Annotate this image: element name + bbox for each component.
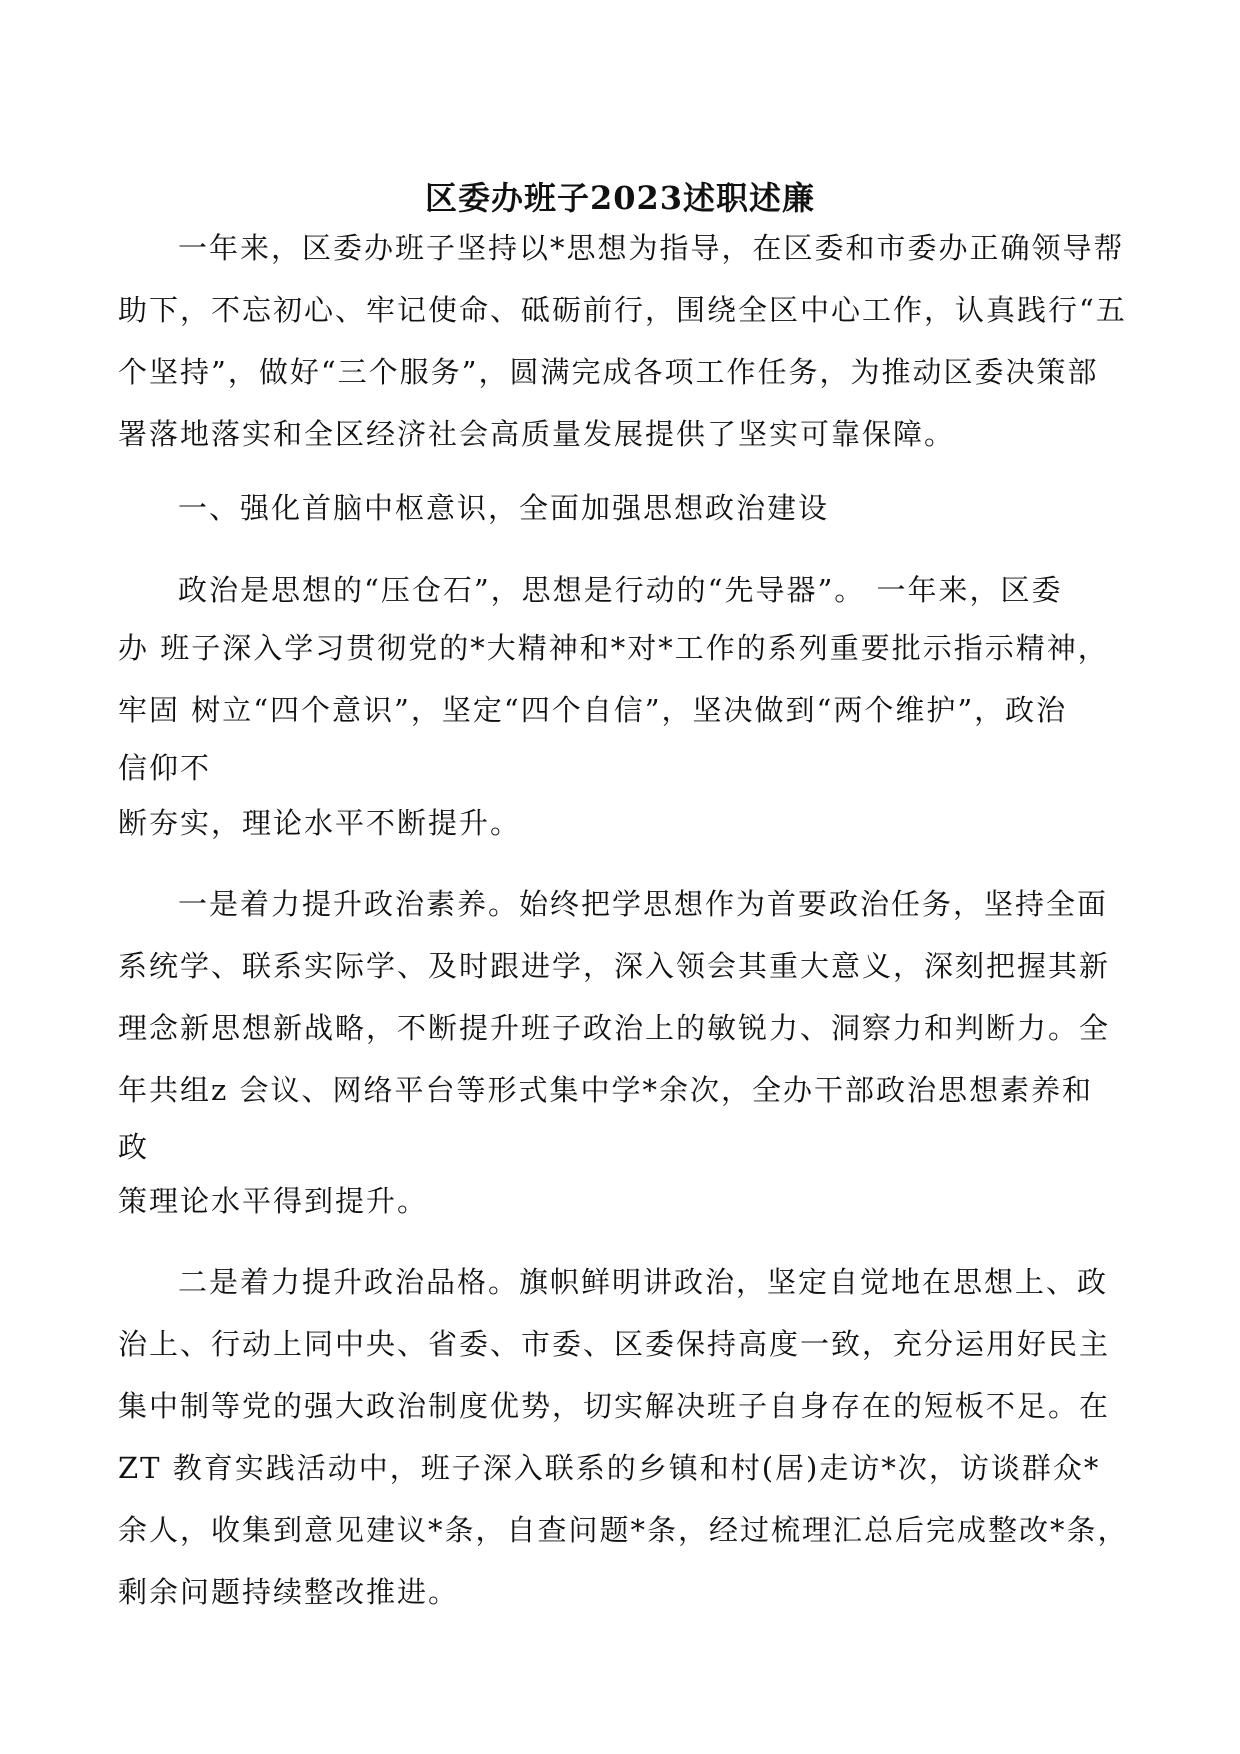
body-line: 余人，收集到意见建议*条，自查问题*条，经过梳理汇总后完成整改*条， [118, 1513, 1129, 1547]
body-line: 二是着力提升政治品格。旗帜鲜明讲政治，坚定自觉地在思想上、政 [178, 1265, 1109, 1299]
body-line: 助下，不忘初心、牢记使命、砥砺前行，围绕全区中心工作，认真践行“五 [118, 293, 1127, 327]
body-line: 一年来，区委办班子坚持以*思想为指导，在区委和市委办正确领导帮 [178, 231, 1125, 265]
body-line: 办 班子深入学习贯彻党的*大精神和*对*工作的系列重要批示指示精神， [118, 631, 1109, 665]
body-line: 政 [118, 1130, 150, 1164]
body-line: 牢固 树立“四个意识”，坚定“四个自信”，坚决做到“两个维护”，政治 [118, 693, 1068, 727]
section-heading: 一、强化首脑中枢意识，全面加强思想政治建设 [178, 491, 830, 525]
body-line: ZT 教育实践活动中，班子深入联系的乡镇和村(居)走访*次，访谈群众* [118, 1451, 1101, 1485]
body-line: 年共组z 会议、网络平台等形式集中学*余次，全办干部政治思想素养和 [118, 1073, 1093, 1107]
body-line: 理念新思想新战略，不断提升班子政治上的敏锐力、洞察力和判断力。全 [118, 1011, 1111, 1045]
body-line: 剩余问题持续整改推进。 [118, 1575, 460, 1609]
body-line: 断夯实，理论水平不断提升。 [118, 806, 522, 840]
body-line: 集中制等党的强大政治制度优势，切实解决班子自身存在的短板不足。在 [118, 1389, 1111, 1423]
body-line: 系统学、联系实际学、及时跟进学，深入领会其重大意义，深刻把握其新 [118, 949, 1111, 983]
body-line: 治上、行动上同中央、省委、市委、区委保持高度一致，充分运用好民主 [118, 1327, 1111, 1361]
body-line: 信仰不 [118, 751, 212, 785]
body-line: 个坚持”，做好“三个服务”，圆满完成各项工作任务，为推动区委决策部 [118, 355, 1099, 389]
body-line: 署落地落实和全区经济社会高质量发展提供了坚实可靠保障。 [118, 417, 956, 451]
body-line: 政治是思想的“压仓石”，思想是行动的“先导器”。 一年来，区委 [178, 573, 1063, 607]
body-line: 一是着力提升政治素养。始终把学思想作为首要政治任务，坚持全面 [178, 887, 1109, 921]
document-title: 区委办班子2023述职述廉 [424, 179, 816, 217]
body-line: 策理论水平得到提升。 [118, 1184, 429, 1218]
